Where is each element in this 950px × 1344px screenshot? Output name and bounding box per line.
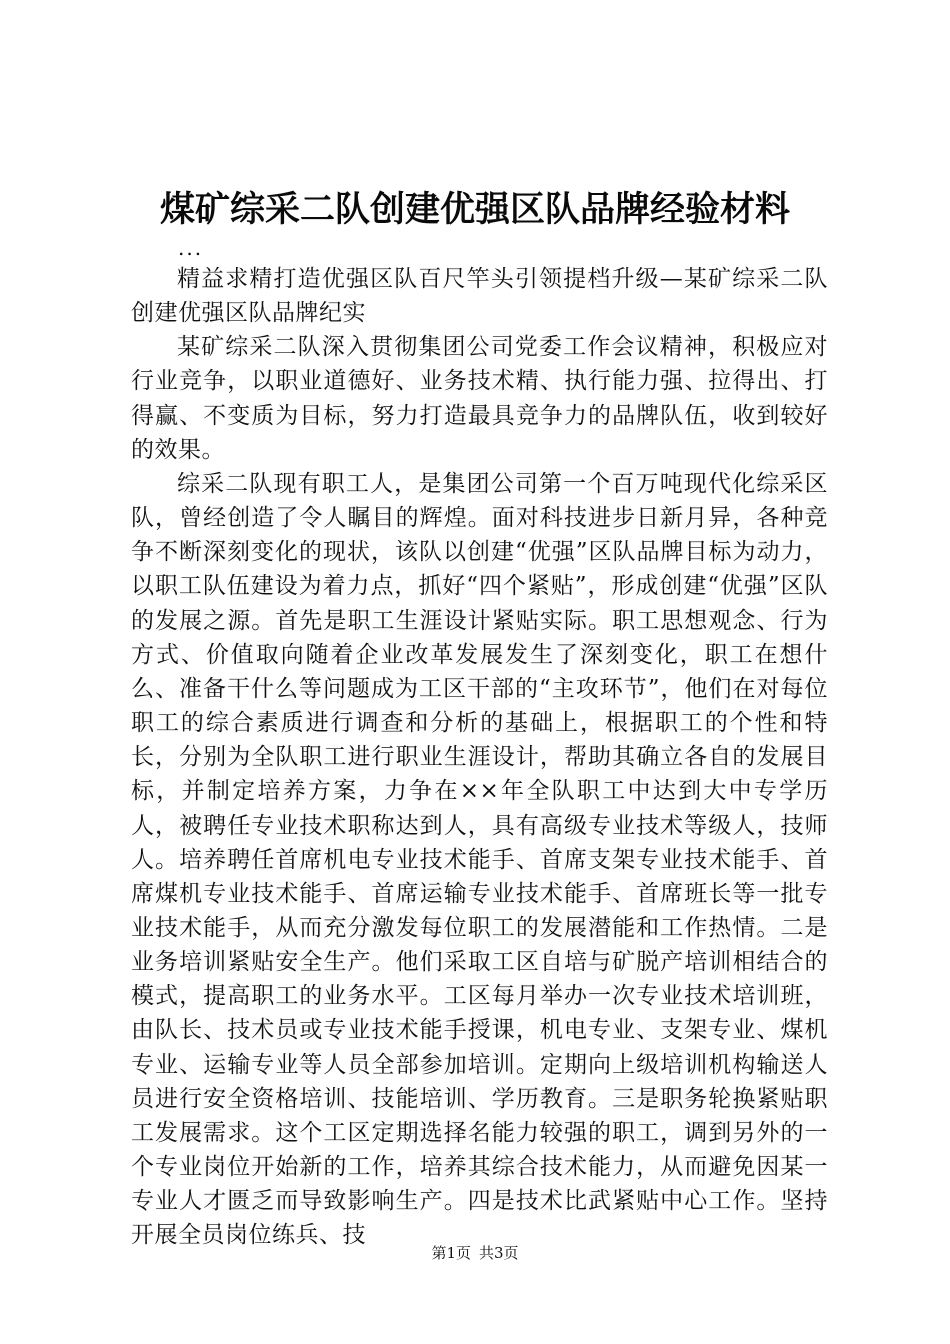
subtitle-paragraph: 精益求精打造优强区队百尺竿头引领提档升级—某矿综采二队创建优强区队品牌纪实	[131, 266, 828, 327]
document-body	[131, 262, 828, 1253]
body-paragraph: 综采二队现有职工人，是集团公司第一个百万吨现代化综采区队，曾经创造了令人瞩目的辉煌。面对科技进步日新月异，各种竞争不断深刻变化的现状，该队以创建“优强”区队品牌目标为动力，以职工队伍建设为着力点，抓好“四个紧贴”，形成创建“优强”区队的发展之源。首先是职工生涯设计紧贴实际。职工思想观念、行为方式、价值取向随着企业改革发展发生了深刻变化，职工在想什么、准备干什么等问题成为工区干部的“主攻环节”，他们在对每位职工的综合素质进行调查和分析的基础上，根据职工的个性和特长，分别为全队职工进行职业生涯设计，帮助其确立各自的发展目标，并制定培养方案，力争在××年全队职工中达到大中专学历人，被聘任专业技术职称达到人，具有高级专业技术等级人，技师人。培养聘任首席机电专业技术能手、首席支架专业技术能手、首席煤机专业技术能手、首席运输专业技术能手、首席班长等一批专业技术能手，从而充分激发每位职工的发展潜能和工作热情。二是业务培训紧贴安全生产。他们采取工区自培与矿脱产培训相结合的模式，提高职工的业务水平。工区每月举办一次专业技术培训班，由队长、技术员或专业技术能手授课，机电专业、支架专业、煤机专业、运输专业等人员全部参加培训。定期向上级培训机构输送人员进行安全资格培训、技能培训、学历教育。三是职务轮换紧贴职工发展需求。这个工区定期选择名能力较强的职工，调到另外的一个专业岗位开始新的工作，培养其综合技术能力，从而避免因某一专业人才匮乏而导致影响生产。四是技术比武紧贴中心工作。坚持开展全员岗位练兵、技	[131, 470, 828, 1249]
body-paragraph: 某矿综采二队深入贯彻集团公司党委工作会议精神，积极应对行业竞争，以职业道德好、业务技术精、执行能力强、拉得出、打得赢、不变质为目标，努力打造最具竞争力的品牌队伍，收到较好的效果。	[131, 334, 828, 463]
page-total: 共3页	[479, 1244, 519, 1262]
title-ellipsis: ...	[178, 236, 204, 260]
page-footer	[0, 1243, 950, 1263]
document-title: 煤矿综采二队创建优强区队品牌经验材料	[159, 190, 790, 230]
page-number: 第1页	[431, 1244, 471, 1262]
